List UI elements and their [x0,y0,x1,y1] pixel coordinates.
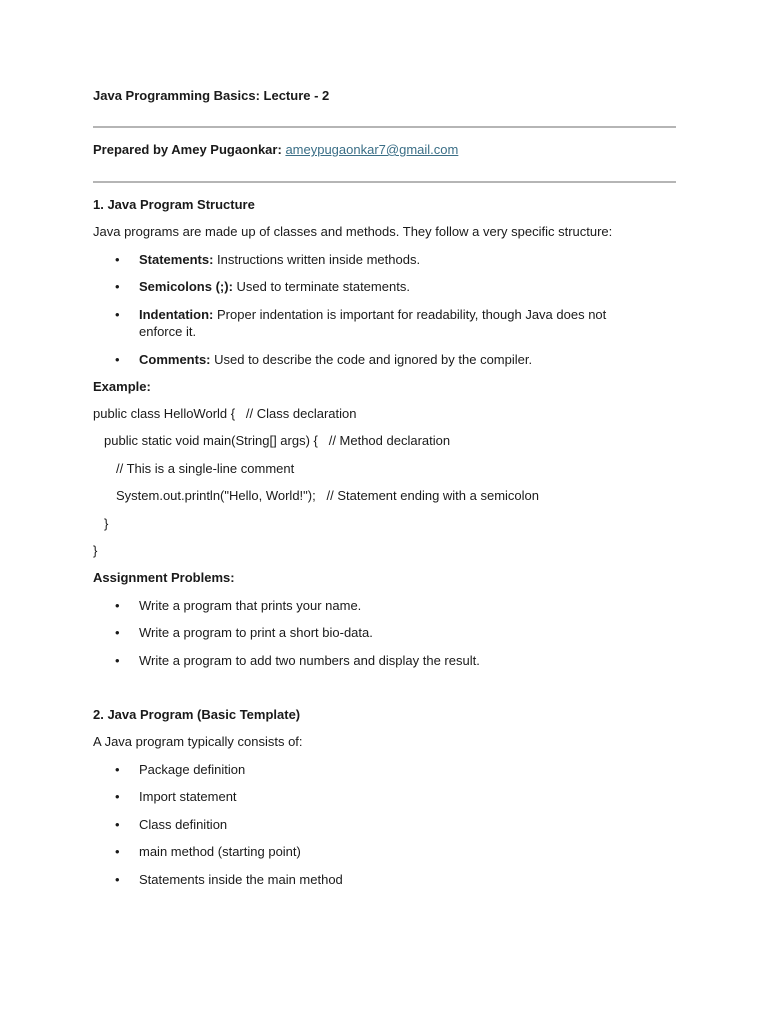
divider [93,126,676,128]
bullet-icon: • [115,307,120,322]
bullet-icon: • [115,279,120,294]
list-item: Statements inside the main method [139,872,343,887]
list-item: Class definition [139,817,228,832]
list-item: Package definition [139,762,246,777]
assignment-label: Assignment Problems: [93,570,235,585]
list-item [139,351,649,368]
document-title: Java Programming Basics: Lecture - 2 [93,88,330,103]
bullet-icon: • [115,625,120,640]
bullet-icon: • [115,762,120,777]
bullet-icon: • [115,252,120,267]
list-item: Import statement [139,789,237,804]
bullet-icon: • [115,352,120,367]
bullet-icon: • [115,817,120,832]
section-2-heading: 2. Java Program (Basic Template) [93,707,301,722]
list-item-term: Statements: [139,252,214,267]
section-1-intro: Java programs are made up of classes and methods. They follow a very specific structure: [93,224,613,239]
bullet-icon: • [115,872,120,887]
list-item-desc: Instructions written inside methods. [213,252,421,267]
list-item-term: Indentation: [139,307,214,322]
list-item [139,306,649,340]
list-item-desc: Used to terminate statements. [232,279,410,294]
bullet-icon: • [115,653,120,668]
bullet-icon: • [115,844,120,859]
section-2-intro: A Java program typically consists of: [93,734,303,749]
list-item-desc: Proper indentation is important for readability, though Java does not enforce it. [139,307,607,339]
list-item-term: Semicolons (;): [139,279,233,294]
code-line: } [93,543,98,558]
prepared-by-label: Prepared by Amey Pugaonkar: [93,142,282,157]
list-item [139,251,649,268]
code-line: } [104,516,109,531]
code-line: public class HelloWorld { // Class declaration [93,406,357,421]
list-item-desc: Used to describe the code and ignored by the compiler. [210,352,533,367]
bullet-icon: • [115,789,120,804]
list-item-term: Comments: [139,352,211,367]
example-label: Example: [93,379,151,394]
list-item: Write a program that prints your name. [139,598,362,613]
code-line: public static void main(String[] args) { // Method declaration [104,433,451,448]
list-item: main method (starting point) [139,844,301,859]
prepared-by-line [93,142,458,158]
divider [93,181,676,183]
code-line: System.out.println("Hello, World!"); // Statement ending with a semicolon [116,488,540,503]
email-link[interactable]: ameypugaonkar7@gmail.com [285,142,459,157]
code-line: // This is a single-line comment [116,461,295,476]
list-item [139,278,649,295]
section-1-heading: 1. Java Program Structure [93,197,255,212]
bullet-icon: • [115,598,120,613]
list-item: Write a program to add two numbers and display the result. [139,653,480,668]
list-item: Write a program to print a short bio-data. [139,625,373,640]
